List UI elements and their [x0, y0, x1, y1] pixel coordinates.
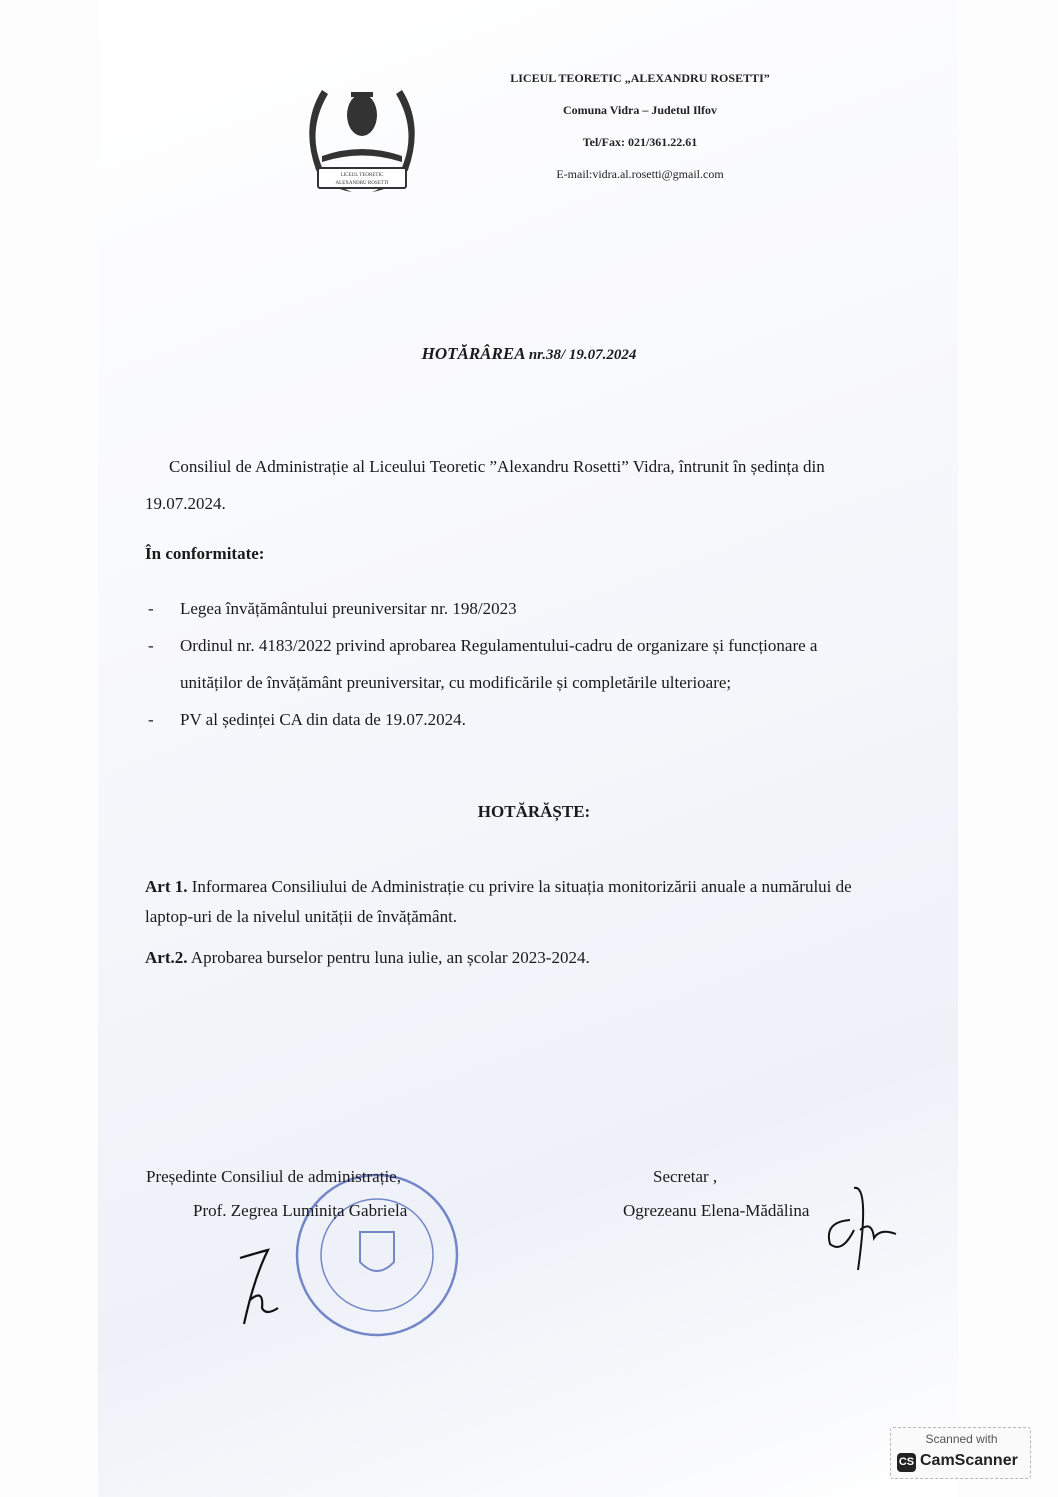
article-1-text: Informarea Consiliului de Administrație cu privire la situația monitorizării anuale a numărului de laptop-uri de la nivelul unității de învățământ. — [145, 877, 852, 926]
list-item: - PV al ședinței CA din data de 19.07.2024. — [148, 701, 878, 738]
camscanner-icon: CS — [897, 1453, 916, 1472]
president-name: Prof. Zegrea Luminița Gabriela — [193, 1201, 408, 1220]
resolves-heading: HOTĂRĂȘTE: — [477, 802, 591, 821]
camscanner-badge — [890, 1427, 1031, 1479]
decision-title — [0, 344, 1058, 364]
logo-line-2: ALEXANDRU ROSETTI — [335, 181, 389, 186]
school-email: E-mail:vidra.al.rosetti@gmail.com — [556, 167, 724, 181]
camscanner-brand: CamScanner — [920, 1452, 1018, 1469]
decision-number: nr.38/ 19.07.2024 — [528, 347, 637, 363]
list-item: - Legea învățământului preuniversitar nr. 198/2023 — [148, 590, 878, 627]
president-signature-block — [146, 1160, 407, 1228]
president-role: Președinte Consiliul de administrație, — [146, 1167, 401, 1186]
conformity-heading: În conformitate: — [145, 544, 265, 563]
conformity-list — [148, 590, 878, 738]
article-2 — [145, 943, 875, 973]
article-2-text: Aprobarea burselor pentru luna iulie, an școlar 2023-2024. — [187, 948, 590, 967]
list-item: - Ordinul nr. 4183/2022 privind aprobarea Regulamentului-cadru de organizare și funcționare a unităților de învățământ preuniversitar, cu modificările și completările ulterioare; — [148, 627, 878, 701]
secretary-signature — [820, 1180, 900, 1275]
secretary-role: Secretar , — [653, 1167, 718, 1186]
logo-line-1: LICEUL TEORETIC — [340, 173, 384, 178]
article-1 — [145, 872, 875, 932]
article-1-label: Art 1. — [145, 877, 188, 896]
intro-paragraph: Consiliul de Administrație al Liceului Teoretic ”Alexandru Rosetti” Vidra, întrunit în ședința din 19.07.2024. — [145, 457, 825, 513]
school-name: LICEUL TEORETIC „ALEXANDRU ROSETTI” — [510, 71, 770, 85]
school-address: Comuna Vidra – Judetul Ilfov — [562, 103, 718, 117]
secretary-name: Ogrezeanu Elena-Mădălina — [623, 1201, 810, 1220]
president-signature — [230, 1238, 290, 1328]
school-phone: Tel/Fax: 021/361.22.61 — [582, 135, 698, 149]
school-logo — [282, 70, 442, 205]
decision-title-word: HOTĂRÂREA — [421, 344, 525, 363]
scanned-with-caption: Scanned with — [925, 1432, 998, 1446]
article-2-label: Art.2. — [145, 948, 188, 967]
secretary-signature-block — [623, 1160, 809, 1228]
school-header — [470, 68, 810, 196]
